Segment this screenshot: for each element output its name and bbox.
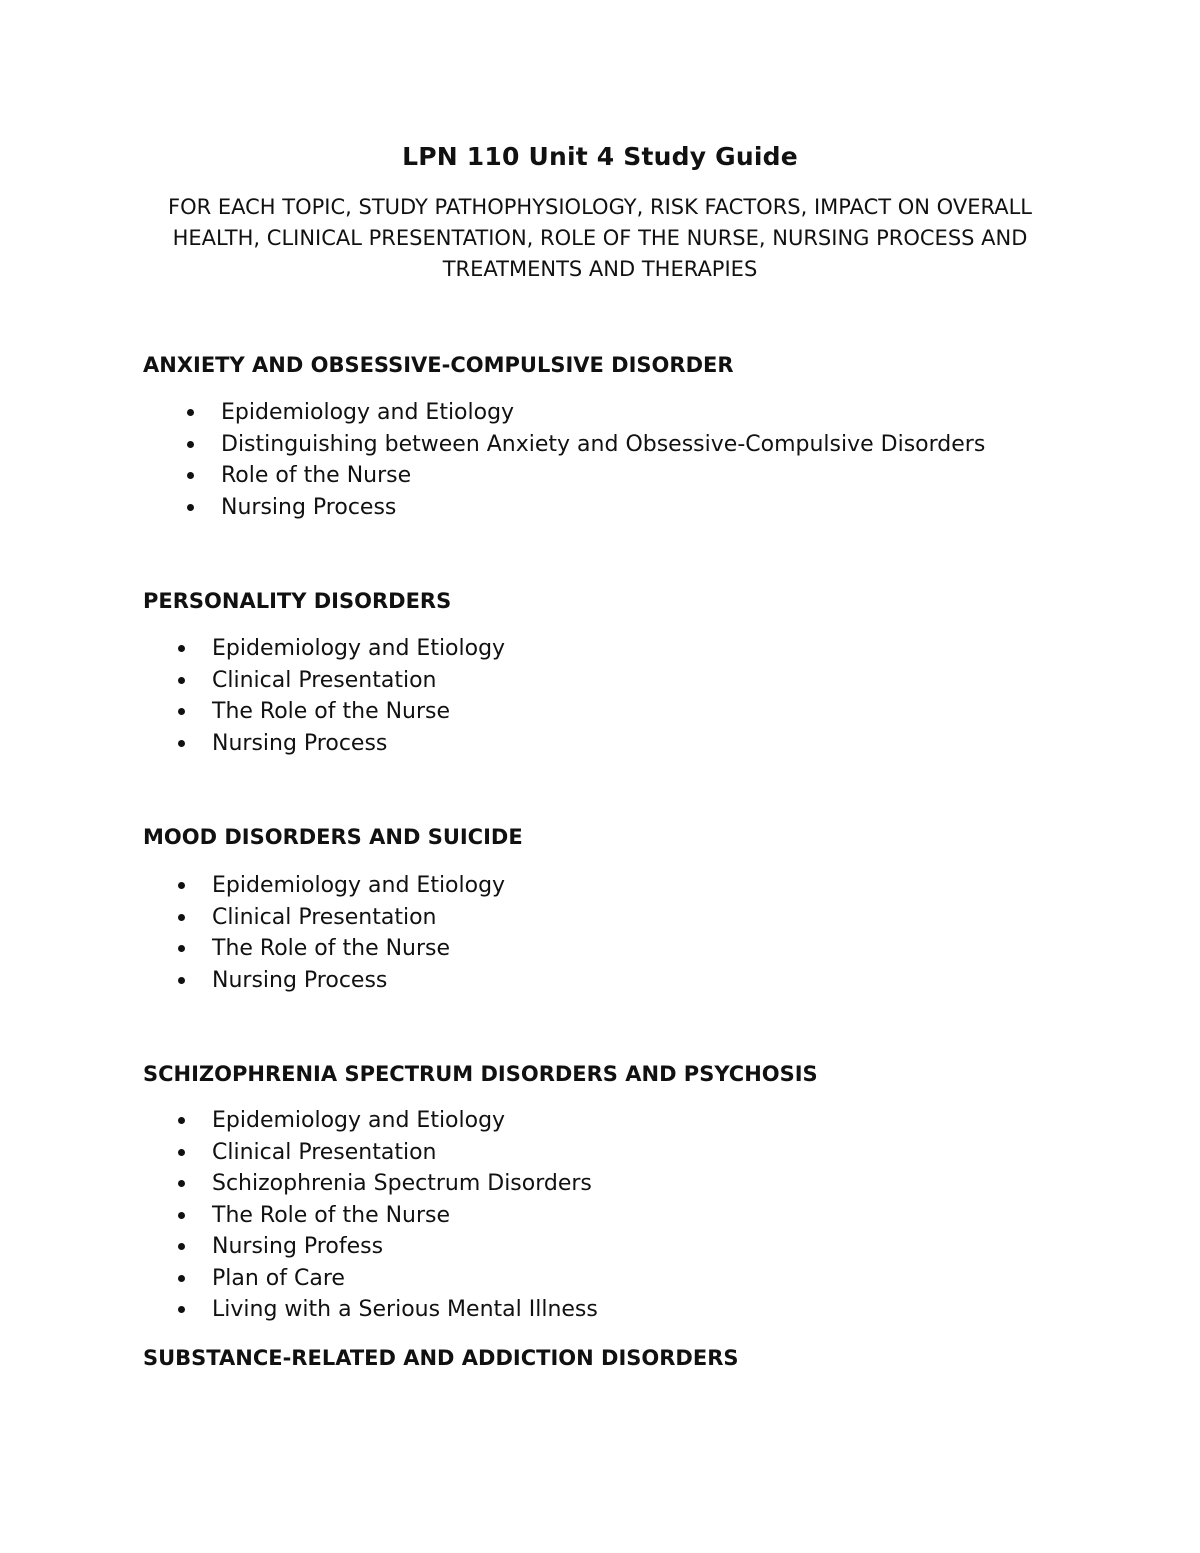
list-item-text: Schizophrenia Spectrum Disorders (212, 1171, 592, 1196)
list-item-text: Epidemiology and Etiology (212, 873, 506, 898)
bullet-icon (178, 677, 185, 684)
list-item (212, 1137, 598, 1169)
section-list-mood (212, 870, 505, 996)
section-list-personality (212, 633, 505, 759)
list-item (212, 1168, 598, 1200)
study-instructions: FOR EACH TOPIC, STUDY PATHOPHYSIOLOGY, RISK FACTORS, IMPACT ON OVERALL HEALTH, CLINICAL PRESENTATION, ROLE OF THE NURSE, NURSING PROCESS AND TREATMENTS AND THERAPIES (168, 195, 1032, 281)
list-item-text: Plan of Care (212, 1265, 345, 1291)
section-list-schizophrenia (212, 1105, 598, 1326)
section-list-anxiety (221, 397, 985, 523)
list-item (212, 1231, 598, 1263)
bullet-icon (178, 740, 185, 747)
list-item (212, 1200, 598, 1232)
list-item (221, 429, 985, 461)
list-item (221, 397, 985, 429)
list-item-text: Nursing Process (212, 967, 388, 993)
bullet-icon (178, 1180, 185, 1187)
bullet-icon (178, 1149, 185, 1156)
list-item (212, 933, 505, 965)
bullet-icon (178, 1117, 185, 1124)
bullet-icon (178, 1275, 185, 1282)
list-item (212, 870, 505, 902)
bullet-icon (178, 914, 185, 921)
section-heading-substance: SUBSTANCE-RELATED AND ADDICTION DISORDERS (143, 1346, 739, 1370)
list-item (212, 633, 505, 665)
bullet-icon (187, 472, 194, 479)
list-item-text: Role of the Nurse (221, 463, 412, 488)
bullet-icon (178, 1212, 185, 1219)
bullet-icon (187, 409, 194, 416)
list-item-text: Epidemiology and Etiology (212, 1108, 506, 1133)
list-item-text: Clinical Presentation (212, 904, 437, 930)
document-title: LPN 110 Unit 4 Study Guide (402, 142, 798, 171)
bullet-icon (178, 708, 185, 715)
list-item-text: Nursing Process (212, 730, 388, 756)
list-item (212, 1105, 598, 1137)
list-item (212, 902, 505, 934)
list-item-text: Epidemiology and Etiology (221, 400, 515, 425)
section-heading-mood: MOOD DISORDERS AND SUICIDE (143, 825, 523, 849)
list-item (212, 1263, 598, 1295)
list-item-text: Clinical Presentation (212, 1139, 437, 1165)
bullet-icon (178, 945, 185, 952)
bullet-icon (178, 645, 185, 652)
list-item-text: The Role of the Nurse (212, 936, 451, 961)
bullet-icon (178, 977, 185, 984)
list-item (212, 665, 505, 697)
list-item-text: Nursing Process (221, 494, 397, 520)
list-item (221, 460, 985, 492)
section-heading-anxiety: ANXIETY AND OBSESSIVE-COMPULSIVE DISORDER (143, 353, 734, 377)
list-item-text: Living with a Serious Mental Illness (212, 1297, 598, 1322)
bullet-icon (178, 1306, 185, 1313)
list-item-text: Nursing Profess (212, 1234, 384, 1259)
section-heading-schizophrenia: SCHIZOPHRENIA SPECTRUM DISORDERS AND PSYCHOSIS (143, 1062, 818, 1086)
list-item (212, 696, 505, 728)
list-item-text: The Role of the Nurse (212, 1202, 451, 1228)
list-item (212, 728, 505, 760)
list-item (212, 1294, 598, 1326)
list-item (221, 492, 985, 524)
list-item-text: Epidemiology and Etiology (212, 636, 506, 661)
section-heading-personality: PERSONALITY DISORDERS (143, 589, 452, 613)
list-item (212, 965, 505, 997)
bullet-icon (178, 882, 185, 889)
bullet-icon (187, 504, 194, 511)
bullet-icon (178, 1243, 185, 1250)
list-item-text: Distinguishing between Anxiety and Obsessive-Compulsive Disorders (221, 431, 986, 457)
list-item-text: The Role of the Nurse (212, 699, 451, 724)
list-item-text: Clinical Presentation (212, 667, 437, 693)
bullet-icon (187, 441, 194, 448)
